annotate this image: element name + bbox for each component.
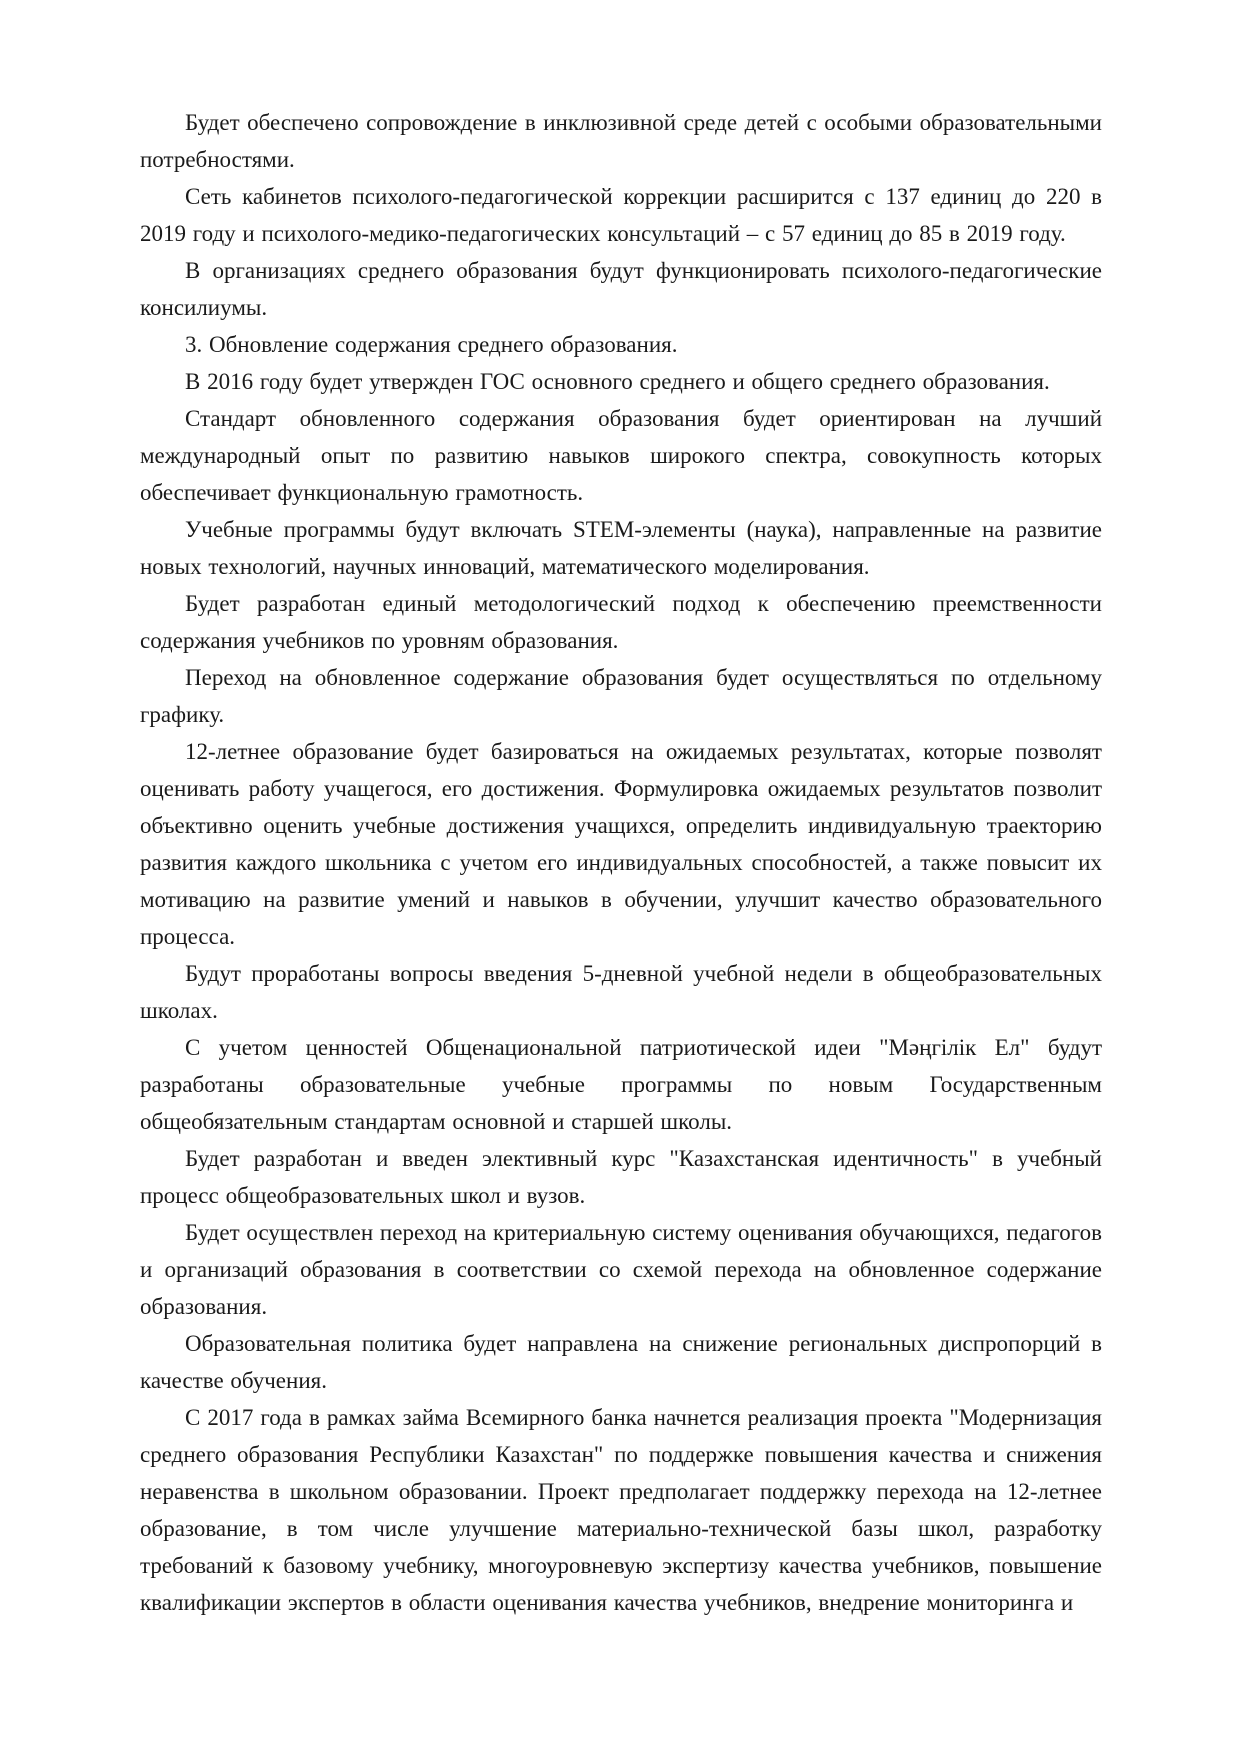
- paragraph: Стандарт обновленного содержания образования будет ориентирован на лучший международный опыт по развитию навыков широкого спектра, совокупность которых обеспечивает функциональную грамотность.: [140, 406, 1102, 505]
- section-heading: 3. Обновление содержания среднего образования.: [185, 332, 678, 357]
- paragraph: Будет осуществлен переход на критериальную систему оценивания обучающихся, педагогов и организаций образования в соответствии со схемой перехода на обновленное содержание образования.: [140, 1220, 1102, 1319]
- paragraph: 12-летнее образование будет базироваться на ожидаемых результатах, которые позволят оценивать работу учащегося, его достижения. Формулировка ожидаемых результатов позволит объективно оценить учебные достижения учащихся, определить индивидуальную траекторию развития каждого школьника с учетом его индивидуальных способностей, а также повысит их мотивацию на развитие умений и навыков в обучении, улучшит качество образовательного процесса.: [140, 739, 1102, 949]
- paragraph: Переход на обновленное содержание образования будет осуществляться по отдельному графику.: [140, 665, 1102, 727]
- paragraph: Будут проработаны вопросы введения 5-дневной учебной недели в общеобразовательных школах.: [140, 961, 1102, 1023]
- document-content: [140, 104, 1102, 1621]
- paragraph: С учетом ценностей Общенациональной патриотической идеи "Мәңгілік Ел" будут разработаны образовательные учебные программы по новым Государственным общеобязательным стандартам основной и старшей школы.: [140, 1035, 1102, 1134]
- paragraph: Сеть кабинетов психолого-педагогической коррекции расширится с 137 единиц до 220 в 2019 году и психолого-медико-педагогических консультаций – с 57 единиц до 85 в 2019 году.: [140, 184, 1102, 246]
- paragraph: Будет обеспечено сопровождение в инклюзивной среде детей с особыми образовательными потребностями.: [140, 110, 1102, 172]
- paragraph: В 2016 году будет утвержден ГОС основного среднего и общего среднего образования.: [185, 369, 1050, 394]
- paragraph: Образовательная политика будет направлена на снижение региональных диспропорций в качестве обучения.: [140, 1331, 1102, 1393]
- paragraph: Будет разработан и введен элективный курс "Казахстанская идентичность" в учебный процесс общеобразовательных школ и вузов.: [140, 1146, 1102, 1208]
- paragraph: Будет разработан единый методологический подход к обеспечению преемственности содержания учебников по уровням образования.: [140, 591, 1102, 653]
- paragraph: Учебные программы будут включать STEM-элементы (наука), направленные на развитие новых технологий, научных инноваций, математического моделирования.: [140, 517, 1102, 579]
- paragraph: В организациях среднего образования будут функционировать психолого-педагогические консилиумы.: [140, 258, 1102, 320]
- paragraph: С 2017 года в рамках займа Всемирного банка начнется реализация проекта "Модернизация среднего образования Республики Казахстан" по поддержке повышения качества и снижения неравенства в школьном образовании. Проект предполагает поддержку перехода на 12-летнее образование, в том числе улучшение материально-технической базы школ, разработку требований к базовому учебнику, многоуровневую экспертизу качества учебников, повышение квалификации экспертов в области оценивания качества учебников, внедрение мониторинга и: [140, 1405, 1102, 1615]
